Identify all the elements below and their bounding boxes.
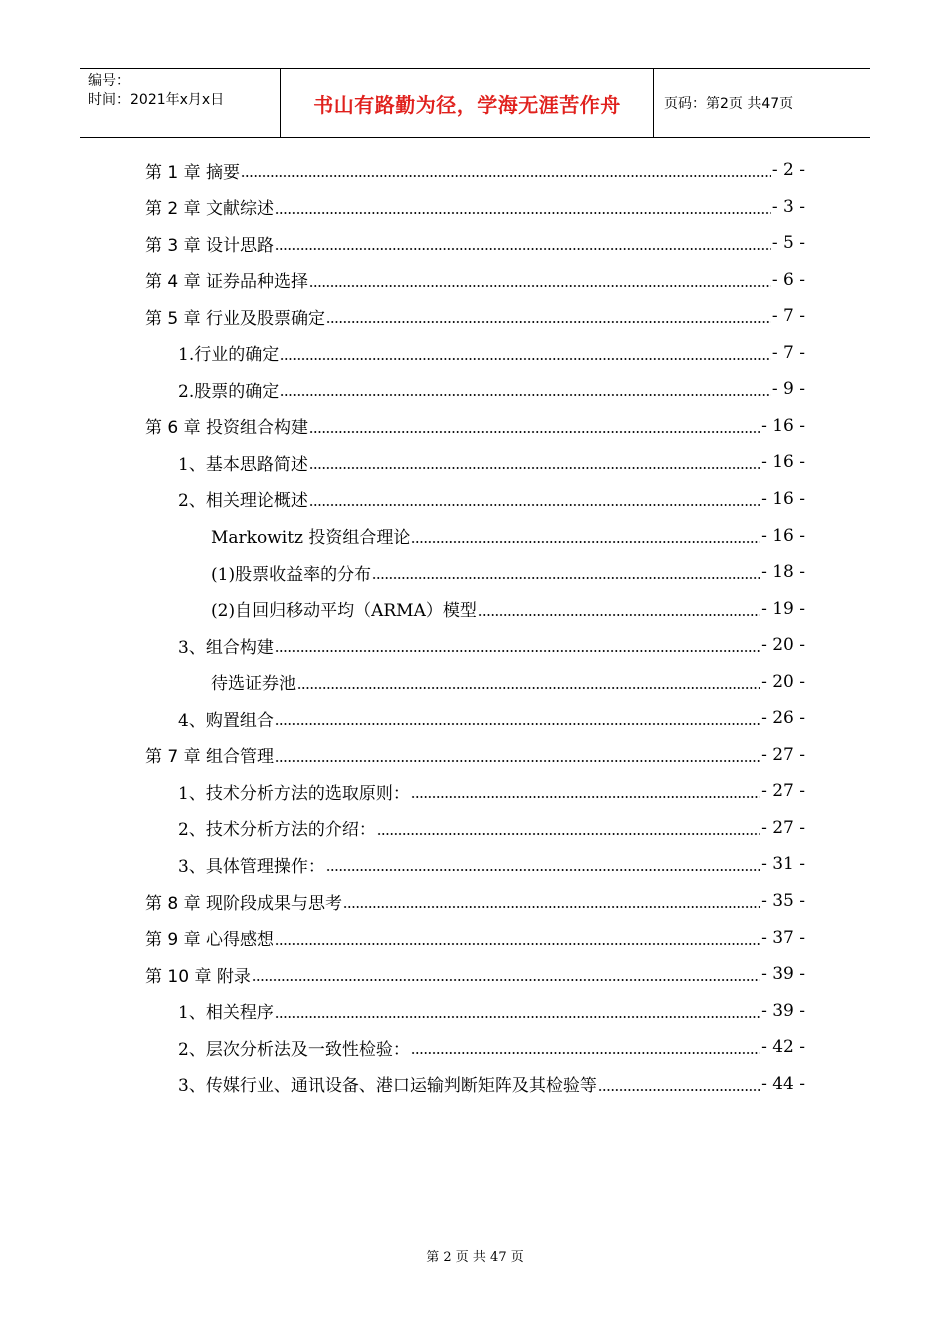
document-number-label: 编号： [88, 73, 130, 89]
toc-section-entry[interactable] [178, 700, 805, 736]
document-time-label: 时间：2021年x月x日 [88, 92, 225, 108]
toc-entry-page: - 16 - [761, 525, 805, 546]
toc-dot-leader [478, 603, 760, 617]
toc-entry-page: - 16 - [761, 452, 805, 473]
toc-section-entry[interactable] [178, 481, 805, 517]
toc-entry-title: 3、组合构建 [178, 637, 274, 658]
toc-dot-leader [280, 383, 771, 397]
toc-entry-page: - 37 - [761, 927, 805, 948]
toc-entry-title: (2)自回归移动平均（ARMA）模型 [211, 601, 477, 622]
header-meta [80, 69, 281, 137]
toc-chapter-entry[interactable] [145, 956, 805, 992]
toc-entry-page: - 31 - [761, 854, 805, 875]
toc-section-entry[interactable] [178, 1029, 805, 1065]
toc-dot-leader [275, 749, 760, 763]
toc-entry-title: 第 6 章 投资组合构建 [145, 418, 309, 439]
toc-entry-page: - 2 - [771, 160, 805, 180]
toc-entry-page: - 6 - [771, 269, 805, 290]
toc-entry-title: 第 4 章 证券品种选择 [145, 272, 309, 293]
toc-dot-leader [326, 310, 771, 324]
toc-chapter-entry[interactable] [145, 152, 805, 188]
toc-entry-title: 第 5 章 行业及股票确定 [145, 308, 326, 329]
toc-entry-page: - 42 - [761, 1037, 805, 1058]
toc-section-entry[interactable] [178, 335, 805, 371]
toc-dot-leader [411, 530, 760, 544]
toc-dot-leader [377, 822, 760, 836]
toc-entry-title: 待选证券池 [211, 674, 296, 695]
toc-dot-leader [241, 164, 771, 178]
toc-dot-leader [343, 895, 760, 909]
toc-entry-page: - 20 - [761, 671, 805, 692]
toc-section-entry[interactable] [178, 810, 805, 846]
toc-section-entry[interactable] [178, 371, 805, 407]
header-motto: 书山有路勤为径，学海无涯苦作舟 [281, 69, 654, 137]
toc-chapter-entry[interactable] [145, 298, 805, 334]
toc-section-entry[interactable] [178, 846, 805, 882]
toc-chapter-entry[interactable] [145, 408, 805, 444]
toc-entry-title: 1、相关程序 [178, 1003, 274, 1024]
toc-entry-title: 3、传媒行业、通讯设备、港口运输判断矩阵及其检验等 [178, 1076, 597, 1097]
toc-dot-leader [309, 420, 760, 434]
toc-dot-leader [275, 639, 760, 653]
toc-entry-page: - 9 - [771, 379, 805, 400]
toc-entry-title: 第 3 章 设计思路 [145, 235, 275, 256]
toc-entry-title: 第 8 章 现阶段成果与思考 [145, 893, 343, 914]
toc-dot-leader [297, 676, 760, 690]
toc-dot-leader [372, 566, 760, 580]
toc-section-entry[interactable] [178, 444, 805, 480]
toc-entry-page: - 7 - [771, 342, 805, 363]
toc-entry-title: 第 7 章 组合管理 [145, 747, 275, 768]
toc-entry-page: - 18 - [761, 562, 805, 583]
toc-entry-page: - 19 - [761, 598, 805, 619]
toc-entry-title: 1、技术分析方法的选取原则： [178, 783, 410, 804]
toc-section-entry[interactable] [178, 773, 805, 809]
toc-entry-title: 2、相关理论概述 [178, 491, 308, 512]
toc-entry-title: 2、层次分析法及一致性检验： [178, 1039, 410, 1060]
toc-entry-page: - 26 - [761, 708, 805, 729]
toc-entry-title: (1)股票收益率的分布 [211, 564, 372, 585]
toc-entry-title: 3、具体管理操作： [178, 856, 325, 877]
toc-entry-title: 2、技术分析方法的介绍： [178, 820, 376, 841]
toc-entry-title: 1、基本思路简述 [178, 454, 308, 475]
toc-section-entry[interactable] [211, 518, 805, 554]
toc-entry-page: - 16 - [761, 415, 805, 436]
toc-dot-leader [411, 785, 760, 799]
toc-chapter-entry[interactable] [145, 262, 805, 298]
toc-entry-page: - 27 - [761, 781, 805, 802]
toc-dot-leader [275, 712, 760, 726]
toc-section-entry[interactable] [211, 664, 805, 700]
toc-entry-page: - 7 - [771, 306, 805, 327]
header-page-info: 页码：第2页 共47页 [664, 96, 794, 112]
toc-chapter-entry[interactable] [145, 225, 805, 261]
toc-dot-leader [598, 1078, 760, 1092]
toc-section-entry[interactable] [211, 554, 805, 590]
toc-dot-leader [252, 968, 760, 982]
toc-dot-leader [275, 932, 760, 946]
page-footer: 第 2 页 共 47 页 [426, 1250, 524, 1265]
toc-dot-leader [280, 347, 771, 361]
toc-entry-title: 1.行业的确定 [178, 345, 280, 366]
toc-chapter-entry[interactable] [145, 920, 805, 956]
toc-dot-leader [275, 1005, 760, 1019]
toc-entry-page: - 5 - [771, 233, 805, 254]
toc-chapter-entry[interactable] [145, 189, 805, 225]
toc-section-entry[interactable] [178, 1066, 805, 1102]
toc-entry-title: 4、购置组合 [178, 710, 274, 731]
toc-entry-page: - 39 - [761, 964, 805, 985]
toc-dot-leader [275, 201, 771, 215]
toc-entry-title: 第 9 章 心得感想 [145, 930, 275, 951]
toc-dot-leader [411, 1041, 760, 1055]
toc-section-entry[interactable] [178, 627, 805, 663]
toc-entry-title: 2.股票的确定 [178, 381, 280, 402]
toc-entry-page: - 16 - [761, 488, 805, 509]
page-header [80, 68, 870, 138]
toc-entry-page: - 39 - [761, 1000, 805, 1021]
toc-entry-page: - 27 - [761, 817, 805, 838]
toc-section-entry[interactable] [211, 591, 805, 627]
toc-entry-page: - 44 - [761, 1073, 805, 1094]
toc-chapter-entry[interactable] [145, 737, 805, 773]
toc-entry-title: Markowitz 投资组合理论 [211, 528, 411, 548]
toc-entry-page: - 3 - [771, 196, 805, 217]
toc-chapter-entry[interactable] [145, 883, 805, 919]
toc-dot-leader [309, 493, 760, 507]
toc-dot-leader [275, 237, 771, 251]
toc-entry-page: - 20 - [761, 635, 805, 656]
toc-entry-page: - 27 - [761, 744, 805, 765]
toc-dot-leader [326, 858, 760, 872]
toc-dot-leader [309, 456, 760, 470]
toc-dot-leader [309, 274, 771, 288]
toc-entry-title: 第 2 章 文献综述 [145, 199, 275, 220]
toc-entry-title: 第 10 章 附录 [145, 966, 251, 987]
toc-entry-title: 第 1 章 摘要 [145, 162, 241, 183]
toc-section-entry[interactable] [178, 993, 805, 1029]
toc-entry-page: - 35 - [761, 891, 805, 911]
